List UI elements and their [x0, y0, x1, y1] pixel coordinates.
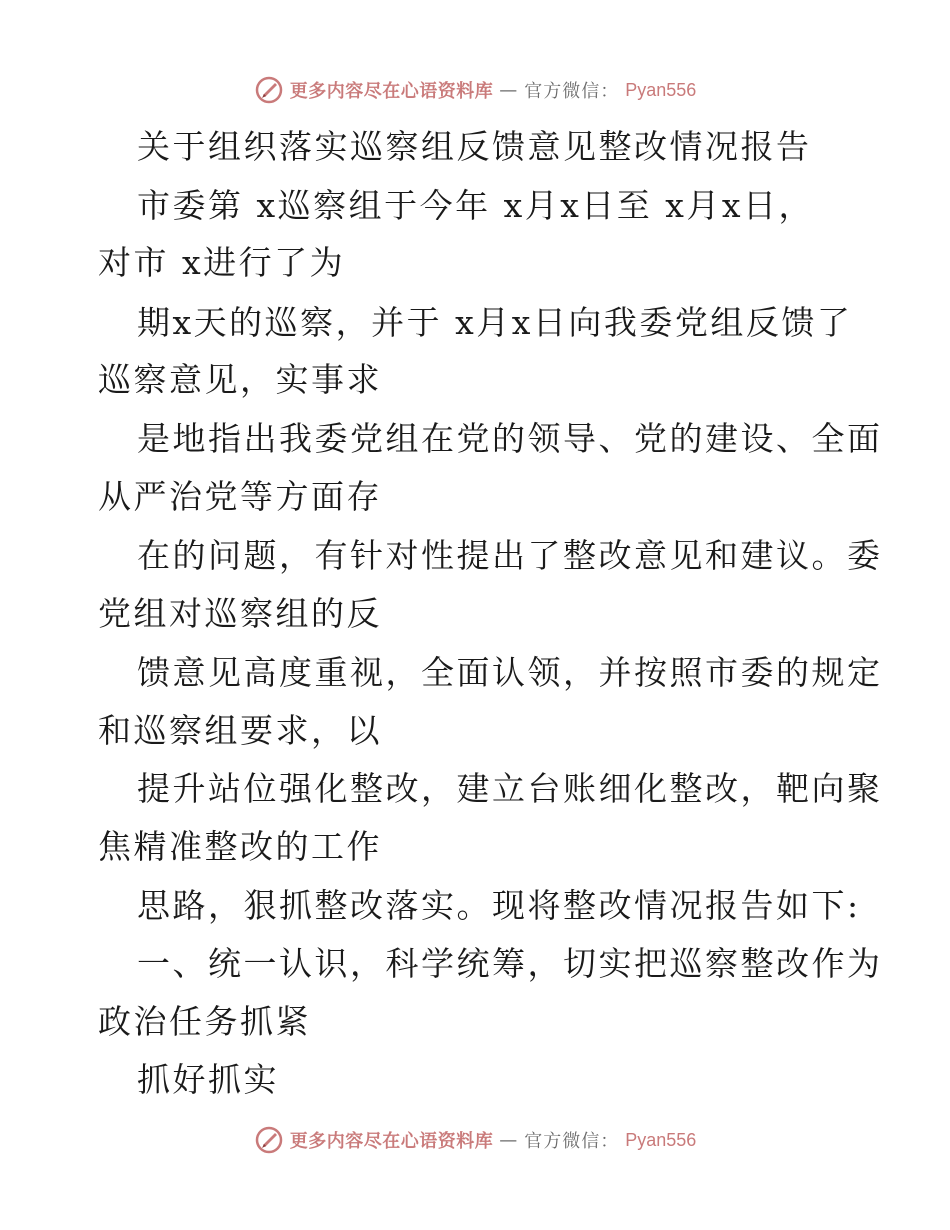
text-line: 焦精准整改的工作 — [98, 827, 382, 866]
brand-text: 更多内容尽在心语资料库 — [289, 81, 494, 102]
text-line: 思路，狠抓整改落实。现将整改情况报告如下: — [137, 886, 861, 925]
quill-logo-icon — [254, 75, 284, 105]
section-heading: 一、统一认识，科学统筹，切实把巡察整改作为 — [137, 944, 883, 983]
banner-dash: — — [499, 79, 519, 101]
wechat-label: 官方微信： — [524, 81, 620, 102]
text-line: 巡察意见，实事求 — [98, 360, 382, 399]
text-line: 政治任务抓紧 — [98, 1002, 311, 1041]
quill-logo-icon — [254, 1125, 284, 1155]
wechat-id: Pyan556 — [625, 79, 697, 100]
text-line: 提升站位强化整改，建立台账细化整改，靶向聚 — [137, 769, 883, 808]
footer-banner — [0, 1120, 950, 1160]
text-line: 是地指出我委党组在党的领导、党的建设、全面 — [137, 419, 883, 458]
text-line: 对市 x进行了为 — [98, 243, 346, 282]
banner-dash: — — [499, 1129, 519, 1151]
text-line: 党组对巡察组的反 — [98, 594, 382, 633]
text-line: 在的问题，有针对性提出了整改意见和建议。委 — [137, 536, 883, 575]
text-line: 从严治党等方面存 — [98, 477, 382, 516]
text-line: 和巡察组要求，以 — [98, 711, 382, 750]
document-title: 关于组织落实巡察组反馈意见整改情况报告 — [137, 127, 812, 166]
text-line: 市委第 x巡察组于今年 x月x日至 x月x日， — [137, 186, 815, 225]
wechat-id: Pyan556 — [625, 1129, 697, 1150]
header-banner — [0, 70, 950, 110]
brand-text: 更多内容尽在心语资料库 — [289, 1131, 494, 1152]
text-line: 期x天的巡察，并于 x月x日向我委党组反馈了 — [137, 303, 853, 342]
wechat-label: 官方微信： — [524, 1131, 620, 1152]
text-line: 抓好抓实 — [137, 1060, 279, 1099]
text-line: 馈意见高度重视，全面认领，并按照市委的规定 — [137, 653, 883, 692]
